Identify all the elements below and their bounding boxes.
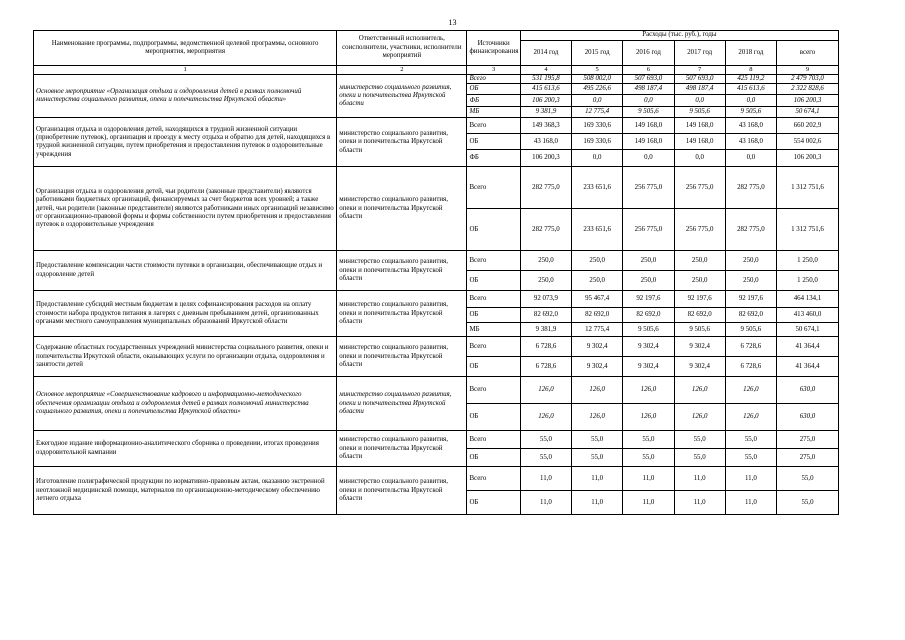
year-value: 9 505,6 xyxy=(623,107,674,118)
year-value: 11,0 xyxy=(674,467,725,491)
year-value: 282 775,0 xyxy=(520,209,571,251)
activity-name: Ежегодное издание информационно-аналитического сборника о проведении, итогах проведения оздоровительной кампании xyxy=(34,431,337,467)
year-value: 415 613,6 xyxy=(520,84,571,95)
year-value: 82 692,0 xyxy=(623,308,674,323)
year-value: 9 381,9 xyxy=(520,323,571,337)
total-value: 55,0 xyxy=(777,467,839,491)
column-index: 1 xyxy=(34,66,337,75)
year-value: 498 187,4 xyxy=(623,84,674,95)
total-value: 50 674,1 xyxy=(777,323,839,337)
year-value: 233 651,6 xyxy=(572,209,623,251)
year-value: 0,0 xyxy=(623,95,674,107)
year-value: 169 330,6 xyxy=(572,118,623,134)
total-value: 55,0 xyxy=(777,491,839,515)
funding-source: ОБ xyxy=(467,271,520,291)
year-value: 55,0 xyxy=(623,449,674,467)
year-value: 92 197,6 xyxy=(674,291,725,308)
table-body xyxy=(34,74,839,514)
column-index: 7 xyxy=(674,66,725,75)
header-total: всего xyxy=(777,41,839,66)
header-executor: Ответственный исполнитель, соисполнители, участники, исполнители мероприятий xyxy=(337,31,467,66)
year-value: 0,0 xyxy=(725,95,776,107)
year-value: 498 187,4 xyxy=(674,84,725,95)
total-value: 660 202,9 xyxy=(777,118,839,134)
year-value: 126,0 xyxy=(520,404,571,431)
table-row xyxy=(34,74,839,83)
funding-source: ОБ xyxy=(467,209,520,251)
activity-name: Предоставление компенсации части стоимости путевки в организации, обеспечивающие отдых и оздоровление детей xyxy=(34,251,337,291)
year-value: 82 692,0 xyxy=(674,308,725,323)
funding-source: ОБ xyxy=(467,404,520,431)
year-value: 55,0 xyxy=(725,449,776,467)
year-value: 82 692,0 xyxy=(572,308,623,323)
year-value: 507 693,0 xyxy=(674,74,725,83)
year-value: 106 200,3 xyxy=(520,95,571,107)
total-value: 41 364,4 xyxy=(777,357,839,377)
executor: министерство социального развития, опеки и попечительства Иркутской области xyxy=(337,118,467,167)
year-value: 256 775,0 xyxy=(674,167,725,209)
funding-source: МБ xyxy=(467,323,520,337)
executor: министерство социального развития, опеки и попечительства Иркутской области xyxy=(337,251,467,291)
year-value: 6 728,6 xyxy=(520,357,571,377)
column-index: 2 xyxy=(337,66,467,75)
funding-source: Всего xyxy=(467,291,520,308)
year-value: 12 775,4 xyxy=(572,107,623,118)
funding-source: ОБ xyxy=(467,308,520,323)
year-value: 126,0 xyxy=(623,404,674,431)
year-value: 250,0 xyxy=(520,251,571,271)
total-value: 275,0 xyxy=(777,449,839,467)
column-index: 3 xyxy=(467,66,520,75)
funding-source: ОБ xyxy=(467,357,520,377)
year-value: 9 302,4 xyxy=(572,357,623,377)
funding-source: МБ xyxy=(467,107,520,118)
year-value: 106 200,3 xyxy=(520,150,571,167)
year-value: 43 168,0 xyxy=(725,134,776,150)
year-value: 55,0 xyxy=(520,431,571,449)
year-value: 55,0 xyxy=(572,449,623,467)
year-value: 126,0 xyxy=(725,404,776,431)
table-row xyxy=(34,251,839,271)
funding-source: ОБ xyxy=(467,449,520,467)
year-value: 11,0 xyxy=(725,467,776,491)
year-value: 82 692,0 xyxy=(725,308,776,323)
year-value: 126,0 xyxy=(623,377,674,404)
year-value: 233 651,6 xyxy=(572,167,623,209)
year-value: 9 505,6 xyxy=(623,323,674,337)
table-row xyxy=(34,118,839,134)
activity-name: Содержание областных государственных учреждений министерства социального развития, опеки и попечительства Иркутской области, оказывающих услуги по организации отдыха, оздоровления и занятости детей xyxy=(34,337,337,377)
year-value: 250,0 xyxy=(572,251,623,271)
year-value: 11,0 xyxy=(572,467,623,491)
year-value: 415 613,6 xyxy=(725,84,776,95)
column-index: 9 xyxy=(777,66,839,75)
total-value: 2 322 828,6 xyxy=(777,84,839,95)
executor: министерство социального развития, опеки и попечительства Иркутской области xyxy=(337,291,467,337)
activity-name: Основное мероприятие «Организация отдыха и оздоровления детей в рамках полномочий министерства социального развития, опеки и попечительства Иркутской области» xyxy=(34,74,337,117)
funding-source: ОБ xyxy=(467,84,520,95)
activity-name: Основное мероприятие «Совершенствование кадрового и информационно-методического обеспечения организации отдыха и оздоровления детей в рамках полномочий министерства социального развития, опеки и попечительства Иркутской области» xyxy=(34,377,337,431)
year-value: 0,0 xyxy=(725,150,776,167)
funding-source: ФБ xyxy=(467,150,520,167)
year-value: 282 775,0 xyxy=(520,167,571,209)
table-row xyxy=(34,467,839,491)
year-value: 126,0 xyxy=(674,404,725,431)
year-value: 531 195,8 xyxy=(520,74,571,83)
header-source: Источники финансирования xyxy=(467,31,520,66)
funding-source: Всего xyxy=(467,118,520,134)
page-number: 13 xyxy=(448,18,457,27)
funding-source: Всего xyxy=(467,377,520,404)
year-value: 6 728,6 xyxy=(725,357,776,377)
year-value: 11,0 xyxy=(623,467,674,491)
year-value: 12 775,4 xyxy=(572,323,623,337)
column-index: 4 xyxy=(520,66,571,75)
header-name: Наименование программы, подпрограммы, ведомственной целевой программы, основного мероприятия, мероприятия xyxy=(34,31,337,66)
funding-source: Всего xyxy=(467,74,520,83)
column-index: 5 xyxy=(572,66,623,75)
year-value: 11,0 xyxy=(725,491,776,515)
year-value: 0,0 xyxy=(623,150,674,167)
table-row xyxy=(34,167,839,209)
year-value: 0,0 xyxy=(674,150,725,167)
year-value: 250,0 xyxy=(674,271,725,291)
year-value: 0,0 xyxy=(572,95,623,107)
funding-source: Всего xyxy=(467,431,520,449)
activity-name: Предоставление субсидий местным бюджетам в целях софинансирования расходов на оплату стоимости набора продуктов питания в лагерях с дневным пребыванием детей, организованных органами местного самоуправления муниципальных образований Иркутской области xyxy=(34,291,337,337)
year-value: 126,0 xyxy=(520,377,571,404)
year-value: 149 168,0 xyxy=(623,134,674,150)
year-value: 6 728,6 xyxy=(520,337,571,357)
year-value: 250,0 xyxy=(520,271,571,291)
year-value: 149 168,0 xyxy=(623,118,674,134)
year-value: 250,0 xyxy=(725,271,776,291)
year-value: 43 168,0 xyxy=(725,118,776,134)
year-value: 11,0 xyxy=(674,491,725,515)
header-year: 2015 год xyxy=(572,41,623,66)
year-value: 9 302,4 xyxy=(623,337,674,357)
table-row xyxy=(34,337,839,357)
year-value: 9 505,6 xyxy=(725,107,776,118)
year-value: 95 467,4 xyxy=(572,291,623,308)
executor: министерство социального развития, опеки и попечительства Иркутской области xyxy=(337,74,467,117)
year-value: 11,0 xyxy=(520,467,571,491)
executor: министерство социального развития, опеки и попечительства Иркутской области xyxy=(337,431,467,467)
year-value: 126,0 xyxy=(572,404,623,431)
year-value: 9 505,6 xyxy=(725,323,776,337)
total-value: 275,0 xyxy=(777,431,839,449)
year-value: 9 505,6 xyxy=(674,323,725,337)
funding-source: ОБ xyxy=(467,134,520,150)
year-value: 82 692,0 xyxy=(520,308,571,323)
executor: министерство социального развития, опеки и попечительства Иркутской области xyxy=(337,167,467,251)
total-value: 2 479 703,0 xyxy=(777,74,839,83)
year-value: 11,0 xyxy=(520,491,571,515)
year-value: 149 168,0 xyxy=(674,134,725,150)
total-value: 41 364,4 xyxy=(777,337,839,357)
total-value: 106 200,3 xyxy=(777,95,839,107)
year-value: 256 775,0 xyxy=(623,167,674,209)
year-value: 0,0 xyxy=(674,95,725,107)
year-value: 55,0 xyxy=(520,449,571,467)
year-value: 495 226,6 xyxy=(572,84,623,95)
funding-source: Всего xyxy=(467,167,520,209)
funding-source: Всего xyxy=(467,467,520,491)
year-value: 0,0 xyxy=(572,150,623,167)
expenses-table xyxy=(33,30,839,515)
total-value: 630,0 xyxy=(777,404,839,431)
total-value: 1 250,0 xyxy=(777,251,839,271)
year-value: 9 302,4 xyxy=(623,357,674,377)
year-value: 149 368,3 xyxy=(520,118,571,134)
year-value: 250,0 xyxy=(572,271,623,291)
year-value: 9 505,6 xyxy=(674,107,725,118)
year-value: 92 197,6 xyxy=(623,291,674,308)
year-value: 55,0 xyxy=(674,431,725,449)
year-value: 250,0 xyxy=(674,251,725,271)
year-value: 6 728,6 xyxy=(725,337,776,357)
year-value: 508 002,0 xyxy=(572,74,623,83)
executor: министерство социального развития, опеки и попечительства Иркутской области xyxy=(337,467,467,515)
year-value: 250,0 xyxy=(623,251,674,271)
year-value: 55,0 xyxy=(725,431,776,449)
year-value: 250,0 xyxy=(623,271,674,291)
year-value: 9 302,4 xyxy=(674,337,725,357)
executor: министерство социального развития, опеки и попечительства Иркутской области xyxy=(337,337,467,377)
total-value: 464 134,1 xyxy=(777,291,839,308)
year-value: 9 302,4 xyxy=(674,357,725,377)
total-value: 1 312 751,6 xyxy=(777,167,839,209)
header-year: 2014 год xyxy=(520,41,571,66)
header-year: 2018 год xyxy=(725,41,776,66)
funding-source: ОБ xyxy=(467,491,520,515)
activity-name: Организация отдыха и оздоровления детей, находящихся в трудной жизненной ситуации (приобретение путевок), организация и проезду к месту отдыха и обратно для детей, находящихся в трудной жизненной ситуации, путем приобретения и предоставления путевок в оздоровительные учреждения xyxy=(34,118,337,167)
header-year: 2017 год xyxy=(674,41,725,66)
funding-source: ФБ xyxy=(467,95,520,107)
year-value: 169 330,6 xyxy=(572,134,623,150)
year-value: 9 381,9 xyxy=(520,107,571,118)
year-value: 9 302,4 xyxy=(572,337,623,357)
activity-name: Изготовление полиграфической продукции по нормативно-правовым актам, оказанию экстренной неотложной медицинской помощи, материалов по организационно-методическому обеспечению летнего отдыха xyxy=(34,467,337,515)
total-value: 413 460,0 xyxy=(777,308,839,323)
year-value: 92 073,9 xyxy=(520,291,571,308)
year-value: 55,0 xyxy=(674,449,725,467)
table-row xyxy=(34,291,839,308)
activity-name: Организация отдыха и оздоровления детей, чьи родители (законные представители) являются работниками бюджетных организаций, финансируемых за счет бюджетов всех уровней; а также детей, чьи родители (законные представители) являются работниками иных организаций независимо от организационно-правовой формы и формы собственности путем приобретения и предоставления путевок в оздоровительные учреждения xyxy=(34,167,337,251)
funding-source: Всего xyxy=(467,251,520,271)
funding-source: Всего xyxy=(467,337,520,357)
total-value: 106 200,3 xyxy=(777,150,839,167)
year-value: 282 775,0 xyxy=(725,167,776,209)
year-value: 507 693,0 xyxy=(623,74,674,83)
column-index: 6 xyxy=(623,66,674,75)
header-expenses: Расходы (тыс. руб.), годы xyxy=(520,31,838,41)
year-value: 126,0 xyxy=(725,377,776,404)
year-value: 126,0 xyxy=(674,377,725,404)
year-value: 92 197,6 xyxy=(725,291,776,308)
year-value: 11,0 xyxy=(572,491,623,515)
year-value: 126,0 xyxy=(572,377,623,404)
year-value: 55,0 xyxy=(572,431,623,449)
total-value: 1 312 751,6 xyxy=(777,209,839,251)
total-value: 50 674,1 xyxy=(777,107,839,118)
header-year: 2016 год xyxy=(623,41,674,66)
total-value: 554 002,6 xyxy=(777,134,839,150)
year-value: 250,0 xyxy=(725,251,776,271)
executor: министерство социального развития, опеки и попечительства Иркутской области xyxy=(337,377,467,431)
column-index: 8 xyxy=(725,66,776,75)
year-value: 11,0 xyxy=(623,491,674,515)
year-value: 256 775,0 xyxy=(623,209,674,251)
year-value: 55,0 xyxy=(623,431,674,449)
year-value: 256 775,0 xyxy=(674,209,725,251)
table-row xyxy=(34,377,839,404)
year-value: 43 168,0 xyxy=(520,134,571,150)
total-value: 1 250,0 xyxy=(777,271,839,291)
table-row xyxy=(34,431,839,449)
year-value: 282 775,0 xyxy=(725,209,776,251)
year-value: 425 119,2 xyxy=(725,74,776,83)
total-value: 630,0 xyxy=(777,377,839,404)
year-value: 149 168,0 xyxy=(674,118,725,134)
column-index-row xyxy=(34,66,839,75)
